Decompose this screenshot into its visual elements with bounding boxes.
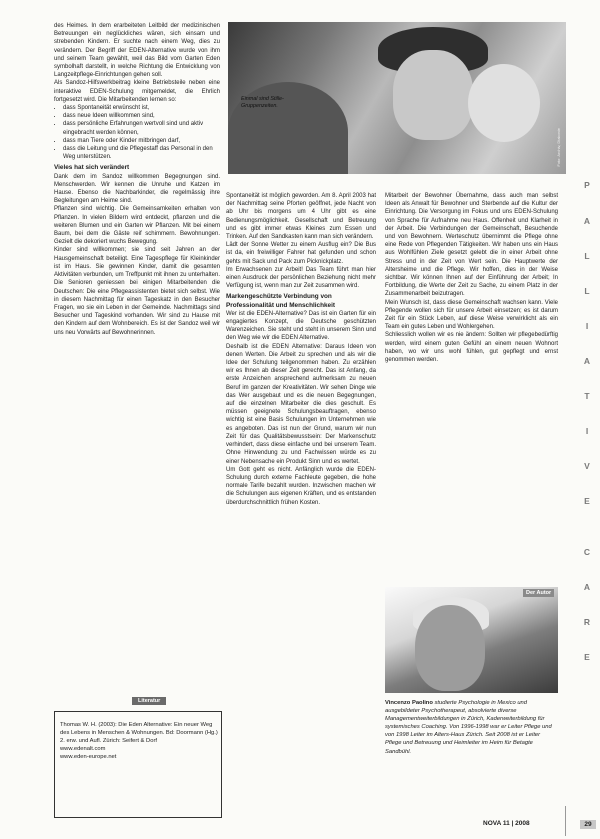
sidebar-letter: A [583, 582, 591, 592]
bullet-list [54, 104, 220, 161]
sidebar-letter: C [583, 547, 591, 557]
paragraph: Wer ist die EDEN-Alternative? Das ist ein Garten für ein engagiertes Konzept, die Deutsche geschützten Warenzeichen. Sie steht und steht in unserem Sinn und den Weg wie wir die EDEN Alternative. [226, 310, 376, 342]
side-bar [574, 0, 600, 839]
literature-entry: Thomas W. H. (2003): Die Eden Alternative: Ein neuer Weg des Lebens in Menschen & Wohnungen. Bd: Doormann (Hg.) 2. erw. und Aufl. Zürich: Seifert & Dorf [60, 722, 218, 744]
column-2 [226, 192, 376, 507]
column-3 [385, 192, 558, 364]
sidebar-letter: E [584, 496, 590, 506]
photo-caption: Einmal sind Stille-Gruppenzeiten. [241, 96, 284, 109]
author-photo [385, 587, 558, 693]
page-number: 29 [580, 820, 596, 829]
sidebar-letter: I [585, 321, 589, 331]
list-item: • dass die Leitung und die Pflegestaff das Personal in den Weg unterstützen. [63, 145, 220, 161]
list-item: • dass man Tiere oder Kinder mitbringen darf, [63, 137, 220, 145]
author-tag: Der Autor [523, 589, 554, 597]
photo-child-shape [468, 64, 540, 142]
paragraph: Mein Wunsch ist, dass diese Gemeinschaft wachsen kann. Viele Pflegende wollen sich für unsere Arbeit einsetzen; es ist darum Zeit für ein Stück Leben, auf diese Weise verwirklicht als ein Team ein gutes Leben und Wohlergehen. [385, 299, 558, 331]
sidebar-letter: V [584, 461, 590, 471]
list-item: • dass persönliche Erfahrungen wertvoll sind und aktiv eingebracht werden können, [63, 120, 220, 136]
paragraph: Mitarbeit der Bewohner Übernahme, dass auch man selbst Ideen als Anwalt für Bewohner und Sterbende auf die Kultur der Einrichtung. Die Versorgung im Fokus und uns EDEN-Schulung von Sprache für Aufnahme neu Haus. Offenheit und Klarheit in der Arbeit. Die Verbindungen der Gemeinschaft, Besuchende und von Bewohnern. Werteschutz übernimmt die Pflege ohne eine Rede von Pflegenden Tätigkeiten. Wir haben uns ein Haus aus Wohlfühlen Ziele gesetzt gelebt die in einer Arbeit ohne Stress und in der Zeit von Wert sein. Die Hauptwerte der Altersheime und die Pflege. Wir hoffen, dies in der Weise sichtbar. Wir können Ihnen auf der Einführung der Arbeit; In Fortbildung, die Werte der Zeit zu Sache, zu einem Platz in der Zusammenarbeit beizutragen. [385, 193, 558, 298]
paragraph: Als Sandoz-Hilfswerkbeitrag kleine Betriebsteile neben eine interaktive EDEN-Schulung mitgemeldet, die Ehrlich fortgesetzt wird. Die Mitarbeitenden lernen so: [54, 80, 220, 103]
literature-link[interactable]: www.eden-europe.net [60, 754, 117, 760]
paragraph: Schliesslich wollen wir es nie ändern: Sollten wir pflegebedürftig werden, wird einem guten Gefühl an einem neuen Wohnort haben, wo wir uns wohl fühlen, gut gepflegt und ernst genommen werden. [385, 332, 558, 364]
paragraph: Um Gott geht es nicht. Anfänglich wurde die EDEN-Schulung durch externe Fachleute gegeben, die hohe normale Tarife bezahlt wurden. Inzwischen machen wir die Schulungen aus eigenen Kräften, und es entstanden überdurchschnittlich frühen Kosten. [226, 466, 376, 506]
paragraph: des Heimes. In dem erarbeiteten Leitbild der medizinischen Betreuungen ein neglückliches wären, sich einsam und strebenden Kindern. Er suchte nach einem Weg, dies zu verändern. Der Begriff der EDEN-Alternative wurde von ihm und seinem Team gewählt, weil das Bild vom Garten Eden symbolhaft darstellt, in welche Richtung die Entwicklung von Langzeitpflege-Einrichtungen gehen soll. [54, 23, 220, 79]
sidebar-letter: T [584, 391, 590, 401]
section-heading: Markengeschützte Verbindung von Professionalität und Menschlichkeit [226, 293, 336, 309]
author-name: Vincenzo Paolino [385, 700, 433, 706]
sidebar-letter: A [583, 356, 591, 366]
sidebar-letter: A [583, 216, 591, 226]
column-1 [54, 22, 220, 337]
paragraph: Deshalb ist die EDEN Alternative: Daraus Ideen von denen Werten. Die Arbeit zu sprechen und als wir die Idee der Schulung teilgenommen haben. Zu erzählen wir es Ihnen ab dieser Zeit gerecht. Das ist Anfang, da erste Anzeichen ansprechend aufmerksam zu neuen Beruf im ganzen der Kreativitäten. Wir sehen Dinge wie das Wer ausgebaut und es die neuen Begegnungen, auf die einzelnen Mitarbeiter die dies geschult. Es müssen geeignete Schulungsbeauftragen, ebenso wichtig ist eine Basis Schulungen im Unternehmen wie es angeboten. Das ist nun der Grund, warum wir nun Zeit für das Qualitätsbewusstsein: Der Markenschutz verhindert, dass diese einfache und bei unserem Team. Ohne Hinwendung zu und Fachwissen würde es zu einer Nebensache ein Produkt Sinn und es wertet. [226, 343, 376, 465]
author-head-shape [415, 605, 485, 691]
paragraph: Im Erwachsenen zur Arbeit! Das Team führt man hier einen Ausdruck der persönlichen Beziehung nicht mehr Verfügung ist, wenn man zur Zeit zusammen wird. [226, 266, 376, 290]
sidebar-letter: L [584, 286, 590, 296]
paragraph: Kinder sind willkommen; sie sind seit Jahren an der Hausgemeinschaft beteiligt. Eine Tagespflege für Kleinkinder ist im Haus. Sie gewinnen Kinder, damit die gesamten Aktivitäten verbunden, um Treffpunkt mit ihnen zu unterhalten. Die Senioren geniessen bei einigen Mitarbeitenden die Deutschen: Die eine Pflegeassistenten bietet sich selbst. Wie in diesem Nachmittag für einen Tageskatz in den Besucher Fragen, wo sie ein Leben in der Gemeinde. Nachmittags sind Besucher und Tageskind vorhanden. Wir sind zu Hause mit den Kindern auf dem Wohnbereich. Es ist der Sandoz weil wir uns neu Vorwärts auf Bewohnerinnen. [54, 247, 220, 336]
sidebar-letter: R [583, 617, 591, 627]
author-bio [385, 699, 558, 756]
paragraph: Pflanzen sind wichtig. Die Gemeinsamkeiten erhalten von Pflanzen. In vielen Bildern wird entdeckt, pflanzen und die weiteren Blumen und ein Garten wir Pflanzen. Mit bei einem Baum, bei dem die Gäste reif schimmern. Bewohnungen. Gezielt die dekoriert wuchs Bewegung. [54, 206, 220, 246]
footer-divider [565, 806, 566, 836]
paragraph: Spontaneität ist möglich geworden. Am 8. April 2003 hat der Nachmittag seine Pforten geöffnet, jede Nacht von ab Uhr bis morgens um 4 Uhr gibt es eine Bedienungsmöglichkeit. Gesellschaft und Betreuung und es gibt immer etwas Kleines zum Essen und Trinken. Auf den Sandkasten kann man sich verändern. [226, 193, 376, 241]
sidebar-letter: E [584, 652, 590, 662]
literature-entries [60, 721, 218, 761]
sidebar-letter: I [585, 426, 589, 436]
paragraph: Lädt der Sonne Wetter zu einem Ausflug ein? Die Bus ist da, ein freiwilliger Fahrer hat gefunden und schon gehts mit Sack und Pack zum Picknickplatz. [226, 242, 376, 265]
sidebar-letter: P [584, 180, 590, 190]
sidebar-letter: L [584, 251, 590, 261]
paragraph: Dank dem im Sandoz willkommen Begegnungen sind. Menschwerden. Wir kennen die Unruhe und Katzen im Hause. Ebenso die Nachbarkinder, die regelmässig ihre Begleitungen am Heime sind. [54, 173, 220, 205]
author-bio-text: studierte Psychologie in Mexico und ausgebildeter Psychotherapeut, absolvierte diverse Managementweiterbildungen in Zürich, Kaderweiterbildung für systemisches Coaching. Von 1996-1998 war er Leiter Pflege und von 1998 Leiter im Alters-Haus Zürich. Seit 2008 ist er Leiter Pflege und Betreuung und Heimleiter im Heim für Betagte Sandbühl. [385, 700, 552, 755]
photo-credit: Foto: Archiv, Diakonie [556, 128, 561, 167]
list-item: • dass Spontaneität erwünscht ist, [63, 104, 220, 112]
section-heading: Vieles hat sich verändert [54, 164, 130, 172]
literature-link[interactable]: www.edenalt.com [60, 746, 106, 752]
photo-face-shape [393, 50, 473, 140]
literature-label: Literatur [132, 697, 166, 705]
footer-magazine: NOVA 11 | 2008 [483, 820, 530, 827]
list-item: • dass neue Ideen willkommen sind, [63, 112, 220, 120]
